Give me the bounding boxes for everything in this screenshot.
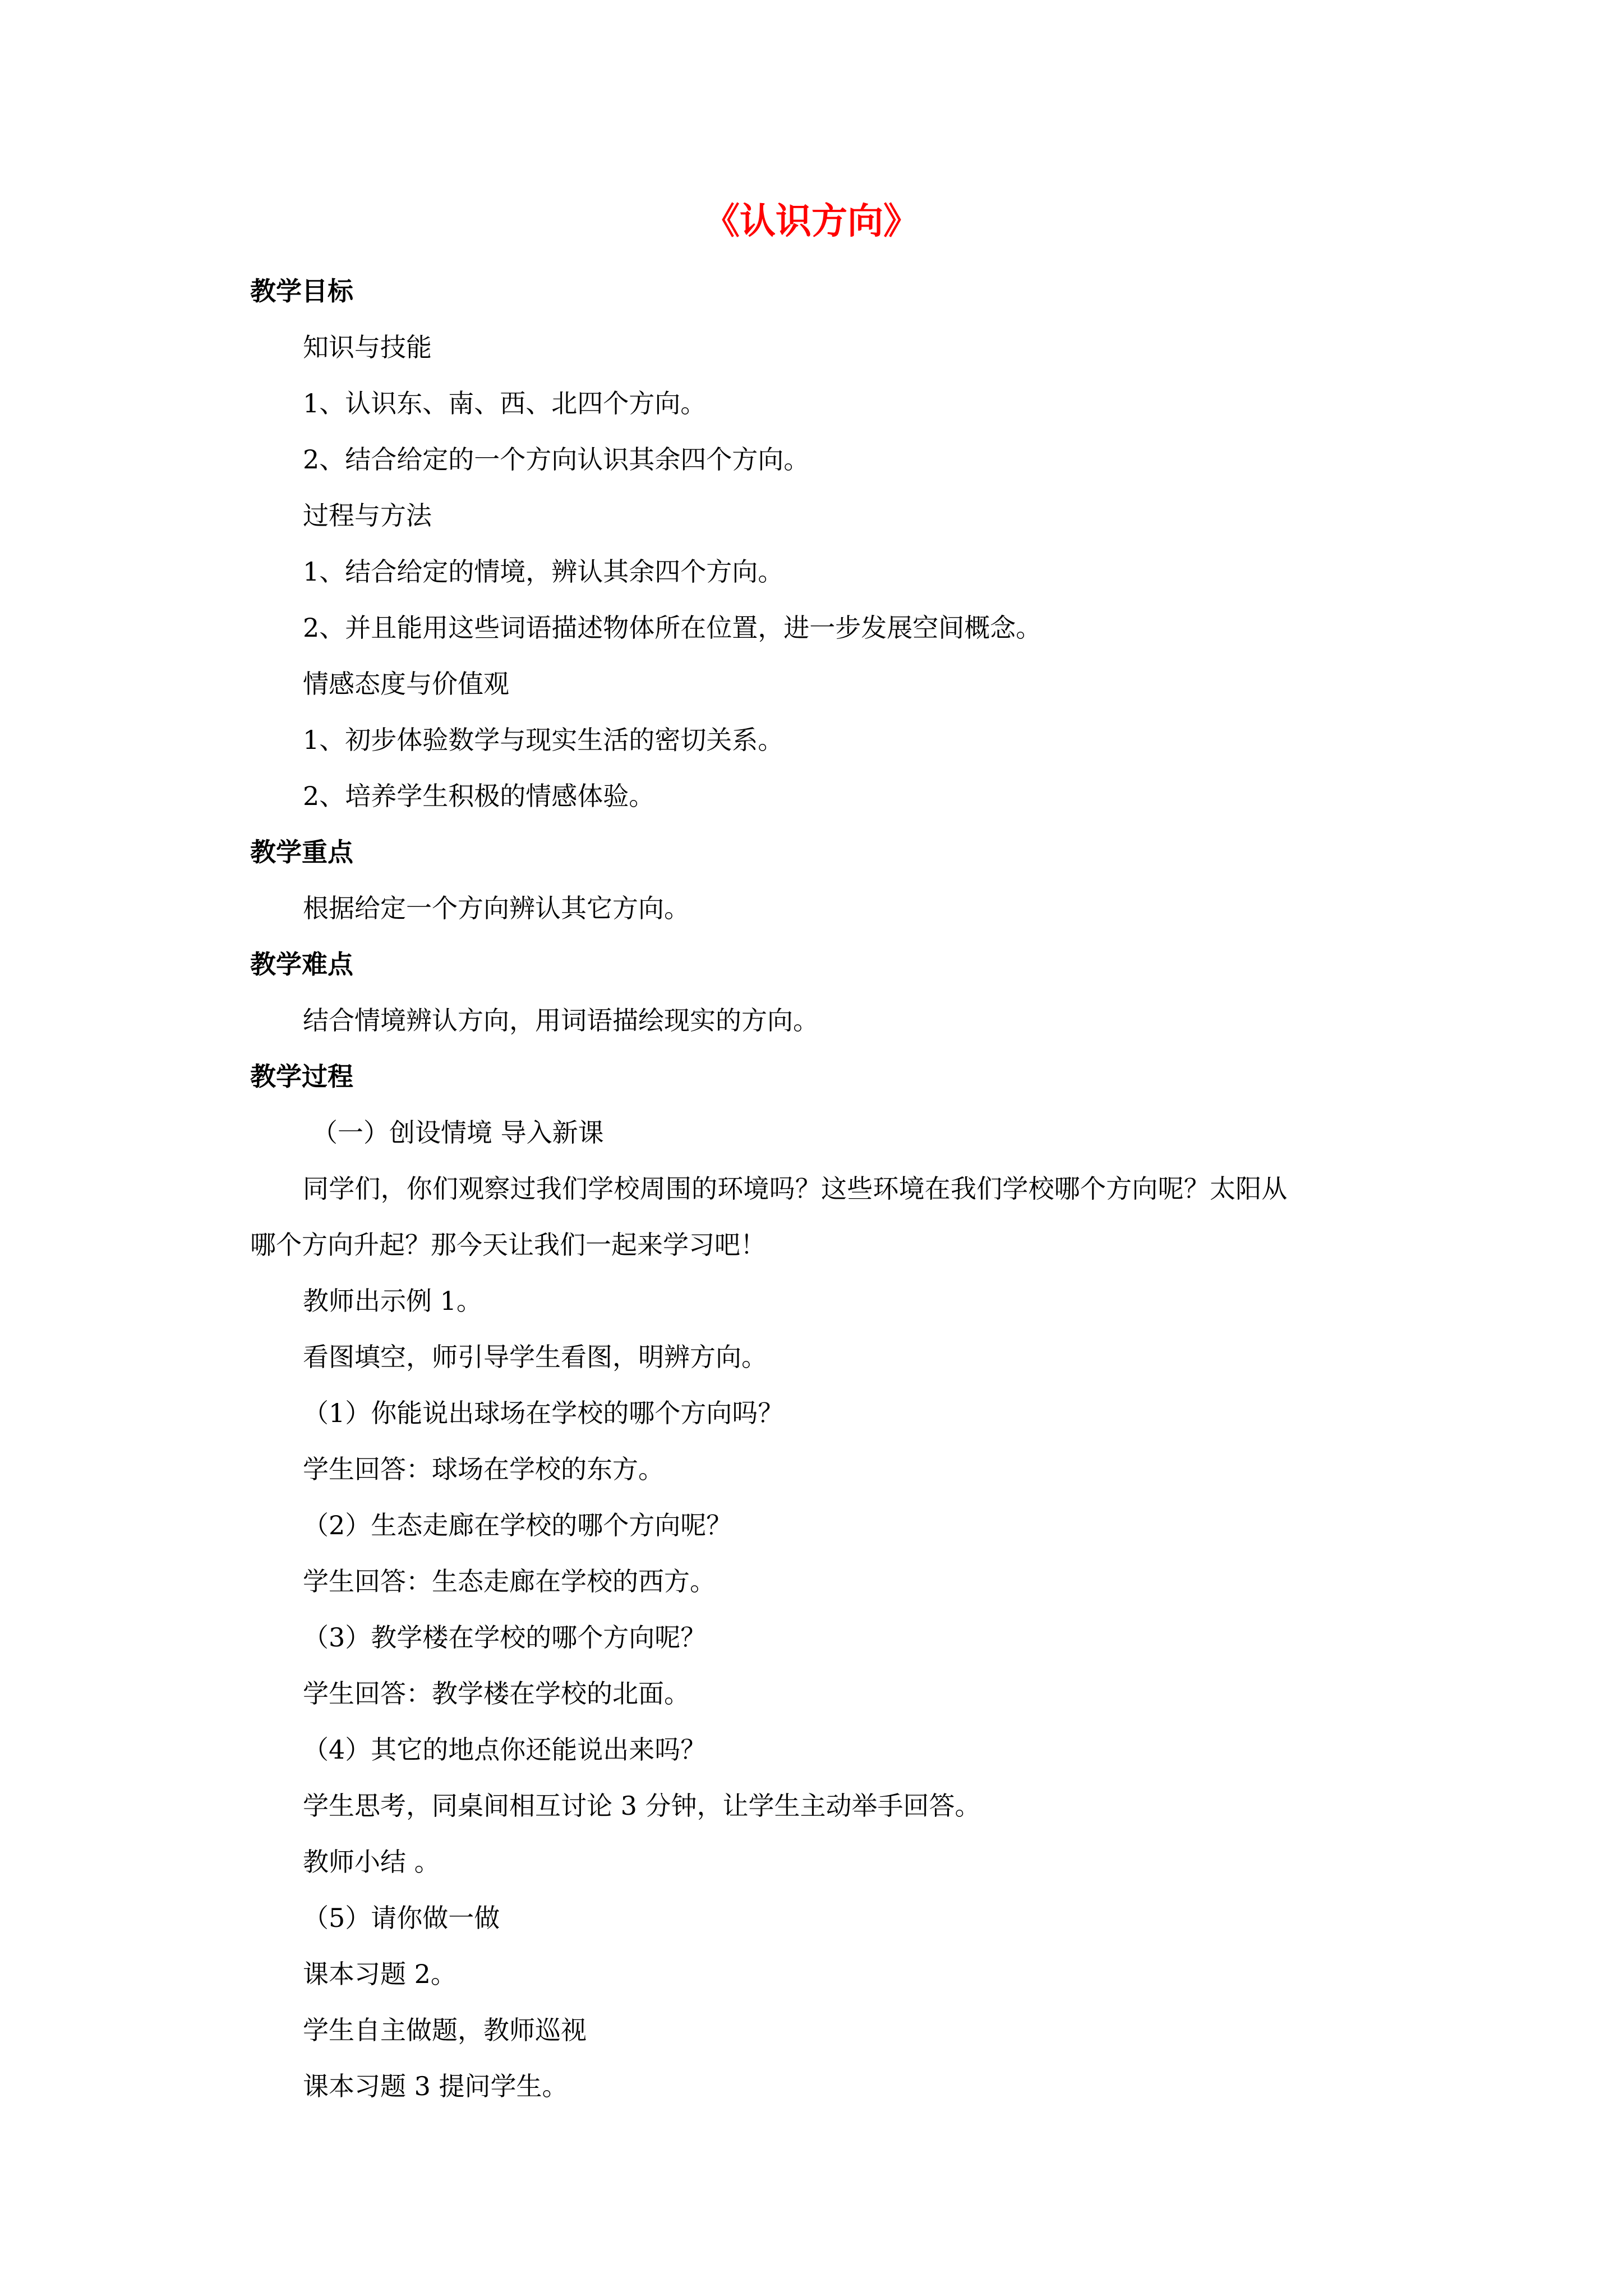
intro-paragraph-line: 哪个方向升起？那今天让我们一起来学习吧！	[250, 1230, 766, 1260]
knowledge-item: 1、认识东、南、西、北四个方向。	[303, 388, 707, 418]
process-line: 课本习题 2。	[303, 1959, 457, 1989]
subheading-process: 过程与方法	[303, 500, 432, 531]
subheading-emotion: 情感态度与价值观	[303, 669, 509, 699]
process-line: （5）请你做一做	[303, 1903, 500, 1933]
process-line: 学生自主做题，教师巡视	[303, 2015, 587, 2045]
key-points-text: 根据给定一个方向辨认其它方向。	[303, 893, 690, 923]
difficulties-text: 结合情境辨认方向，用词语描绘现实的方向。	[303, 1005, 819, 1036]
document-title: 《认识方向》	[704, 201, 919, 242]
process-item: 1、结合给定的情境，辨认其余四个方向。	[303, 556, 784, 587]
intro-paragraph-line: 同学们，你们观察过我们学校周围的环境吗？这些环境在我们学校哪个方向呢？太阳从	[303, 1174, 1288, 1204]
emotion-item: 1、初步体验数学与现实生活的密切关系。	[303, 725, 784, 755]
heading-key-points: 教学重点	[250, 837, 353, 867]
process-item: 2、并且能用这些词语描述物体所在位置，进一步发展空间概念。	[303, 613, 1042, 643]
process-line: 教师出示例 1。	[303, 1286, 482, 1316]
emotion-item: 2、培养学生积极的情感体验。	[303, 781, 655, 811]
process-line: （3）教学楼在学校的哪个方向呢？	[303, 1622, 707, 1653]
heading-objectives: 教学目标	[250, 276, 353, 306]
process-line: 学生回答：教学楼在学校的北面。	[303, 1678, 690, 1709]
subheading-knowledge: 知识与技能	[303, 332, 432, 362]
process-line: 学生思考，同桌间相互讨论 3 分钟，让学生主动举手回答。	[303, 1791, 981, 1821]
process-line: 学生回答：生态走廊在学校的西方。	[303, 1566, 716, 1596]
heading-difficulties: 教学难点	[250, 949, 353, 979]
process-line: （4）其它的地点你还能说出来吗？	[303, 1734, 707, 1765]
process-line: （1）你能说出球场在学校的哪个方向吗？	[303, 1398, 784, 1428]
heading-process: 教学过程	[250, 1061, 353, 1092]
knowledge-item: 2、结合给定的一个方向认识其余四个方向。	[303, 444, 810, 475]
process-line: 学生回答：球场在学校的东方。	[303, 1454, 664, 1484]
process-line: 课本习题 3 提问学生。	[303, 2071, 568, 2101]
process-line: （2）生态走廊在学校的哪个方向呢？	[303, 1510, 732, 1540]
process-line: 看图填空，师引导学生看图，明辨方向。	[303, 1342, 767, 1372]
process-line: 教师小结 。	[303, 1847, 440, 1877]
section-heading: （一）创设情境 导入新课	[312, 1117, 604, 1148]
